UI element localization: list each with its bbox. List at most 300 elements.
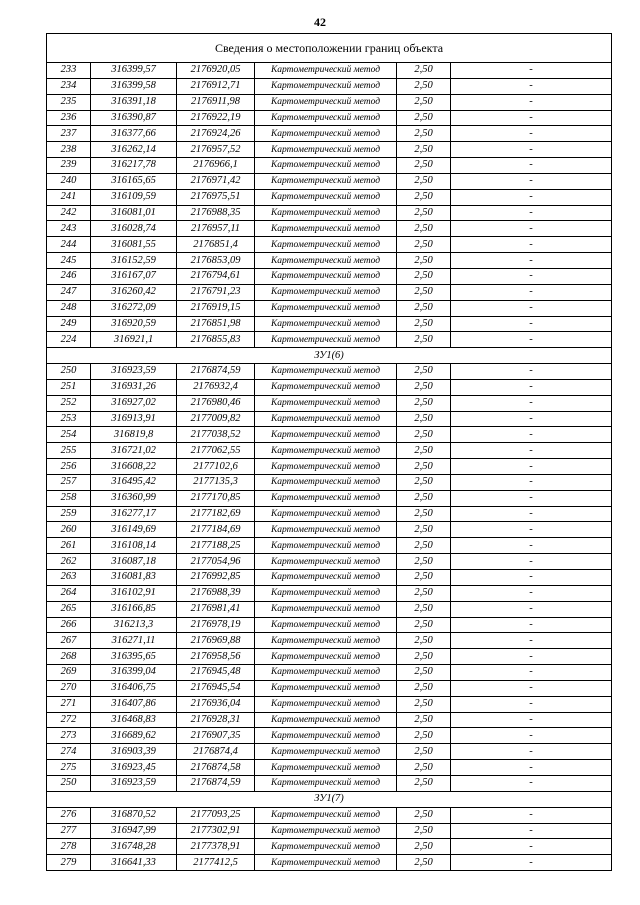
accuracy-cell: 2,50	[397, 712, 451, 728]
coord-x-cell: 316689,62	[91, 728, 177, 744]
point-number-cell: 269	[47, 665, 91, 681]
table-title-row	[47, 34, 612, 63]
method-cell: Картометрический метод	[255, 744, 397, 760]
point-number-cell: 275	[47, 760, 91, 776]
table-row	[47, 585, 612, 601]
coord-x-cell: 316608,22	[91, 459, 177, 475]
accuracy-cell: 2,50	[397, 94, 451, 110]
point-number-cell: 248	[47, 300, 91, 316]
coord-y-cell: 2177038,52	[177, 427, 255, 443]
accuracy-cell: 2,50	[397, 411, 451, 427]
coord-y-cell: 2176945,54	[177, 680, 255, 696]
accuracy-cell: 2,50	[397, 807, 451, 823]
method-cell: Картометрический метод	[255, 158, 397, 174]
accuracy-cell: 2,50	[397, 696, 451, 712]
method-cell: Картометрический метод	[255, 855, 397, 871]
note-cell: -	[451, 728, 612, 744]
coord-x-cell: 316395,65	[91, 649, 177, 665]
method-cell: Картометрический метод	[255, 554, 397, 570]
note-cell: -	[451, 490, 612, 506]
note-cell: -	[451, 237, 612, 253]
coord-x-cell: 316277,17	[91, 506, 177, 522]
point-number-cell: 255	[47, 443, 91, 459]
accuracy-cell: 2,50	[397, 855, 451, 871]
coord-x-cell: 316407,86	[91, 696, 177, 712]
table-row	[47, 63, 612, 79]
note-cell: -	[451, 332, 612, 348]
method-cell: Картометрический метод	[255, 395, 397, 411]
coord-x-cell: 316923,59	[91, 775, 177, 791]
method-cell: Картометрический метод	[255, 411, 397, 427]
coord-y-cell: 2176981,41	[177, 601, 255, 617]
coord-x-cell: 316081,01	[91, 205, 177, 221]
coord-x-cell: 316260,42	[91, 284, 177, 300]
point-number-cell: 243	[47, 221, 91, 237]
table-row	[47, 332, 612, 348]
accuracy-cell: 2,50	[397, 395, 451, 411]
table-row	[47, 221, 612, 237]
note-cell: -	[451, 364, 612, 380]
point-number-cell: 250	[47, 775, 91, 791]
accuracy-cell: 2,50	[397, 268, 451, 284]
table-row	[47, 316, 612, 332]
table-row	[47, 189, 612, 205]
coord-y-cell: 2177188,25	[177, 538, 255, 554]
accuracy-cell: 2,50	[397, 839, 451, 855]
accuracy-cell: 2,50	[397, 617, 451, 633]
point-number-cell: 241	[47, 189, 91, 205]
coord-x-cell: 316109,59	[91, 189, 177, 205]
coord-x-cell: 316947,99	[91, 823, 177, 839]
note-cell: -	[451, 379, 612, 395]
note-cell: -	[451, 395, 612, 411]
table-row	[47, 633, 612, 649]
note-cell: -	[451, 411, 612, 427]
accuracy-cell: 2,50	[397, 316, 451, 332]
point-number-cell: 277	[47, 823, 91, 839]
accuracy-cell: 2,50	[397, 78, 451, 94]
table-row	[47, 253, 612, 269]
method-cell: Картометрический метод	[255, 237, 397, 253]
note-cell: -	[451, 316, 612, 332]
coord-x-cell: 316213,3	[91, 617, 177, 633]
accuracy-cell: 2,50	[397, 126, 451, 142]
accuracy-cell: 2,50	[397, 110, 451, 126]
method-cell: Картометрический метод	[255, 443, 397, 459]
coord-y-cell: 2176971,42	[177, 173, 255, 189]
method-cell: Картометрический метод	[255, 823, 397, 839]
point-number-cell: 267	[47, 633, 91, 649]
note-cell: -	[451, 443, 612, 459]
note-cell: -	[451, 680, 612, 696]
point-number-cell: 250	[47, 364, 91, 380]
coord-x-cell: 316272,09	[91, 300, 177, 316]
coord-y-cell: 2177184,69	[177, 522, 255, 538]
point-number-cell: 268	[47, 649, 91, 665]
point-number-cell: 270	[47, 680, 91, 696]
coord-x-cell: 316152,59	[91, 253, 177, 269]
note-cell: -	[451, 221, 612, 237]
coord-x-cell: 316748,28	[91, 839, 177, 855]
coord-y-cell: 2176851,98	[177, 316, 255, 332]
note-cell: -	[451, 649, 612, 665]
table-row	[47, 237, 612, 253]
coord-y-cell: 2176874,59	[177, 364, 255, 380]
coord-x-cell: 316087,18	[91, 554, 177, 570]
section-row	[47, 791, 612, 807]
coord-y-cell: 2176912,71	[177, 78, 255, 94]
note-cell: -	[451, 78, 612, 94]
coord-x-cell: 316495,42	[91, 474, 177, 490]
coord-x-cell: 316166,85	[91, 601, 177, 617]
accuracy-cell: 2,50	[397, 554, 451, 570]
coord-y-cell: 2176919,15	[177, 300, 255, 316]
table-body	[47, 34, 612, 871]
table-row	[47, 490, 612, 506]
point-number-cell: 264	[47, 585, 91, 601]
coord-x-cell: 316931,26	[91, 379, 177, 395]
coord-y-cell: 2176794,61	[177, 268, 255, 284]
method-cell: Картометрический метод	[255, 522, 397, 538]
coord-y-cell: 2177378,91	[177, 839, 255, 855]
point-number-cell: 257	[47, 474, 91, 490]
point-number-cell: 266	[47, 617, 91, 633]
method-cell: Картометрический метод	[255, 712, 397, 728]
method-cell: Картометрический метод	[255, 94, 397, 110]
note-cell: -	[451, 665, 612, 681]
coord-y-cell: 2176992,85	[177, 570, 255, 586]
accuracy-cell: 2,50	[397, 63, 451, 79]
point-number-cell: 256	[47, 459, 91, 475]
coord-y-cell: 2176945,48	[177, 665, 255, 681]
coord-y-cell: 2176924,26	[177, 126, 255, 142]
coord-x-cell: 316923,59	[91, 364, 177, 380]
coord-y-cell: 2176874,59	[177, 775, 255, 791]
coord-y-cell: 2176969,88	[177, 633, 255, 649]
note-cell: -	[451, 570, 612, 586]
coord-x-cell: 316262,14	[91, 142, 177, 158]
table-row	[47, 649, 612, 665]
method-cell: Картометрический метод	[255, 332, 397, 348]
table-row	[47, 712, 612, 728]
table-row	[47, 459, 612, 475]
coord-x-cell: 316399,58	[91, 78, 177, 94]
coord-y-cell: 2176957,11	[177, 221, 255, 237]
note-cell: -	[451, 855, 612, 871]
point-number-cell: 263	[47, 570, 91, 586]
accuracy-cell: 2,50	[397, 649, 451, 665]
coord-y-cell: 2176980,46	[177, 395, 255, 411]
note-cell: -	[451, 63, 612, 79]
method-cell: Картометрический метод	[255, 585, 397, 601]
point-number-cell: 244	[47, 237, 91, 253]
note-cell: -	[451, 744, 612, 760]
coord-x-cell: 316913,91	[91, 411, 177, 427]
coord-y-cell: 2176978,19	[177, 617, 255, 633]
method-cell: Картометрический метод	[255, 253, 397, 269]
coord-x-cell: 316399,04	[91, 665, 177, 681]
table-row	[47, 411, 612, 427]
table-row	[47, 601, 612, 617]
section-label: ЗУ1(6)	[47, 348, 612, 364]
method-cell: Картометрический метод	[255, 680, 397, 696]
accuracy-cell: 2,50	[397, 680, 451, 696]
point-number-cell: 240	[47, 173, 91, 189]
method-cell: Картометрический метод	[255, 189, 397, 205]
accuracy-cell: 2,50	[397, 364, 451, 380]
method-cell: Картометрический метод	[255, 316, 397, 332]
table-row	[47, 665, 612, 681]
coord-x-cell: 316390,87	[91, 110, 177, 126]
coord-x-cell: 316920,59	[91, 316, 177, 332]
coord-y-cell: 2177135,3	[177, 474, 255, 490]
method-cell: Картометрический метод	[255, 284, 397, 300]
note-cell: -	[451, 585, 612, 601]
point-number-cell: 271	[47, 696, 91, 712]
coord-x-cell: 316217,78	[91, 158, 177, 174]
table-row	[47, 395, 612, 411]
point-number-cell: 258	[47, 490, 91, 506]
coord-x-cell: 316377,66	[91, 126, 177, 142]
method-cell: Картометрический метод	[255, 633, 397, 649]
coord-y-cell: 2177062,55	[177, 443, 255, 459]
coord-x-cell: 316149,69	[91, 522, 177, 538]
table-row	[47, 173, 612, 189]
coord-x-cell: 316165,65	[91, 173, 177, 189]
accuracy-cell: 2,50	[397, 427, 451, 443]
coord-x-cell: 316468,83	[91, 712, 177, 728]
method-cell: Картометрический метод	[255, 205, 397, 221]
note-cell: -	[451, 268, 612, 284]
method-cell: Картометрический метод	[255, 268, 397, 284]
coord-y-cell: 2176907,35	[177, 728, 255, 744]
table-row	[47, 823, 612, 839]
note-cell: -	[451, 110, 612, 126]
method-cell: Картометрический метод	[255, 126, 397, 142]
note-cell: -	[451, 459, 612, 475]
note-cell: -	[451, 807, 612, 823]
coord-y-cell: 2176874,4	[177, 744, 255, 760]
point-number-cell: 233	[47, 63, 91, 79]
coord-x-cell: 316406,75	[91, 680, 177, 696]
method-cell: Картометрический метод	[255, 63, 397, 79]
method-cell: Картометрический метод	[255, 760, 397, 776]
note-cell: -	[451, 189, 612, 205]
coord-x-cell: 316921,1	[91, 332, 177, 348]
table-title: Сведения о местоположении границ объекта	[47, 34, 612, 63]
table-row	[47, 443, 612, 459]
method-cell: Картометрический метод	[255, 807, 397, 823]
coord-x-cell: 316870,52	[91, 807, 177, 823]
point-number-cell: 265	[47, 601, 91, 617]
accuracy-cell: 2,50	[397, 284, 451, 300]
note-cell: -	[451, 522, 612, 538]
accuracy-cell: 2,50	[397, 142, 451, 158]
coord-y-cell: 2177182,69	[177, 506, 255, 522]
note-cell: -	[451, 506, 612, 522]
point-number-cell: 252	[47, 395, 91, 411]
coord-x-cell: 316819,8	[91, 427, 177, 443]
table-row	[47, 78, 612, 94]
note-cell: -	[451, 538, 612, 554]
table-row	[47, 760, 612, 776]
method-cell: Картометрический метод	[255, 617, 397, 633]
boundary-table	[46, 33, 612, 871]
method-cell: Картометрический метод	[255, 459, 397, 475]
point-number-cell: 276	[47, 807, 91, 823]
accuracy-cell: 2,50	[397, 189, 451, 205]
coord-y-cell: 2176791,23	[177, 284, 255, 300]
accuracy-cell: 2,50	[397, 379, 451, 395]
accuracy-cell: 2,50	[397, 221, 451, 237]
coord-y-cell: 2176988,39	[177, 585, 255, 601]
accuracy-cell: 2,50	[397, 459, 451, 475]
table-row	[47, 617, 612, 633]
method-cell: Картометрический метод	[255, 490, 397, 506]
accuracy-cell: 2,50	[397, 601, 451, 617]
accuracy-cell: 2,50	[397, 728, 451, 744]
coord-y-cell: 2177302,91	[177, 823, 255, 839]
table-row	[47, 538, 612, 554]
method-cell: Картометрический метод	[255, 427, 397, 443]
note-cell: -	[451, 474, 612, 490]
coord-x-cell: 316903,39	[91, 744, 177, 760]
point-number-cell: 236	[47, 110, 91, 126]
table-row	[47, 427, 612, 443]
note-cell: -	[451, 284, 612, 300]
method-cell: Картометрический метод	[255, 173, 397, 189]
point-number-cell: 260	[47, 522, 91, 538]
coord-x-cell: 316028,74	[91, 221, 177, 237]
method-cell: Картометрический метод	[255, 570, 397, 586]
accuracy-cell: 2,50	[397, 332, 451, 348]
method-cell: Картометрический метод	[255, 300, 397, 316]
accuracy-cell: 2,50	[397, 760, 451, 776]
point-number-cell: 238	[47, 142, 91, 158]
table-row	[47, 839, 612, 855]
table-row	[47, 126, 612, 142]
coord-x-cell: 316927,02	[91, 395, 177, 411]
point-number-cell: 239	[47, 158, 91, 174]
coord-y-cell: 2176855,83	[177, 332, 255, 348]
table-row	[47, 142, 612, 158]
method-cell: Картометрический метод	[255, 728, 397, 744]
table-row	[47, 696, 612, 712]
table-row	[47, 364, 612, 380]
coord-y-cell: 2176851,4	[177, 237, 255, 253]
accuracy-cell: 2,50	[397, 205, 451, 221]
point-number-cell: 259	[47, 506, 91, 522]
note-cell: -	[451, 300, 612, 316]
table-row	[47, 728, 612, 744]
accuracy-cell: 2,50	[397, 173, 451, 189]
method-cell: Картометрический метод	[255, 221, 397, 237]
accuracy-cell: 2,50	[397, 585, 451, 601]
note-cell: -	[451, 253, 612, 269]
note-cell: -	[451, 839, 612, 855]
coord-x-cell: 316399,57	[91, 63, 177, 79]
coord-x-cell: 316391,18	[91, 94, 177, 110]
coord-y-cell: 2176911,98	[177, 94, 255, 110]
coord-y-cell: 2176853,09	[177, 253, 255, 269]
coord-y-cell: 2177102,6	[177, 459, 255, 475]
note-cell: -	[451, 427, 612, 443]
accuracy-cell: 2,50	[397, 823, 451, 839]
coord-x-cell: 316641,33	[91, 855, 177, 871]
method-cell: Картометрический метод	[255, 696, 397, 712]
method-cell: Картометрический метод	[255, 142, 397, 158]
coord-x-cell: 316271,11	[91, 633, 177, 649]
note-cell: -	[451, 775, 612, 791]
point-number-cell: 242	[47, 205, 91, 221]
coord-y-cell: 2177412,5	[177, 855, 255, 871]
table-row	[47, 300, 612, 316]
note-cell: -	[451, 823, 612, 839]
point-number-cell: 251	[47, 379, 91, 395]
table-row	[47, 158, 612, 174]
accuracy-cell: 2,50	[397, 237, 451, 253]
accuracy-cell: 2,50	[397, 158, 451, 174]
table-row	[47, 379, 612, 395]
point-number-cell: 249	[47, 316, 91, 332]
coord-y-cell: 2176932,4	[177, 379, 255, 395]
note-cell: -	[451, 696, 612, 712]
table-row	[47, 570, 612, 586]
accuracy-cell: 2,50	[397, 506, 451, 522]
coord-x-cell: 316102,91	[91, 585, 177, 601]
point-number-cell: 253	[47, 411, 91, 427]
accuracy-cell: 2,50	[397, 300, 451, 316]
point-number-cell: 262	[47, 554, 91, 570]
coord-y-cell: 2176922,19	[177, 110, 255, 126]
note-cell: -	[451, 94, 612, 110]
table-row	[47, 284, 612, 300]
table-row	[47, 775, 612, 791]
method-cell: Картометрический метод	[255, 506, 397, 522]
coord-y-cell: 2176874,58	[177, 760, 255, 776]
table-row	[47, 522, 612, 538]
table-row	[47, 474, 612, 490]
accuracy-cell: 2,50	[397, 253, 451, 269]
coord-y-cell: 2176975,51	[177, 189, 255, 205]
accuracy-cell: 2,50	[397, 490, 451, 506]
point-number-cell: 224	[47, 332, 91, 348]
table-row	[47, 268, 612, 284]
method-cell: Картометрический метод	[255, 474, 397, 490]
coord-y-cell: 2176936,04	[177, 696, 255, 712]
point-number-cell: 261	[47, 538, 91, 554]
point-number-cell: 245	[47, 253, 91, 269]
coord-y-cell: 2177009,82	[177, 411, 255, 427]
coord-y-cell: 2177093,25	[177, 807, 255, 823]
note-cell: -	[451, 142, 612, 158]
note-cell: -	[451, 712, 612, 728]
point-number-cell: 234	[47, 78, 91, 94]
point-number-cell: 237	[47, 126, 91, 142]
accuracy-cell: 2,50	[397, 570, 451, 586]
point-number-cell: 247	[47, 284, 91, 300]
table-row	[47, 205, 612, 221]
note-cell: -	[451, 554, 612, 570]
point-number-cell: 279	[47, 855, 91, 871]
note-cell: -	[451, 173, 612, 189]
accuracy-cell: 2,50	[397, 522, 451, 538]
accuracy-cell: 2,50	[397, 633, 451, 649]
accuracy-cell: 2,50	[397, 474, 451, 490]
coord-x-cell: 316081,83	[91, 570, 177, 586]
point-number-cell: 272	[47, 712, 91, 728]
accuracy-cell: 2,50	[397, 775, 451, 791]
